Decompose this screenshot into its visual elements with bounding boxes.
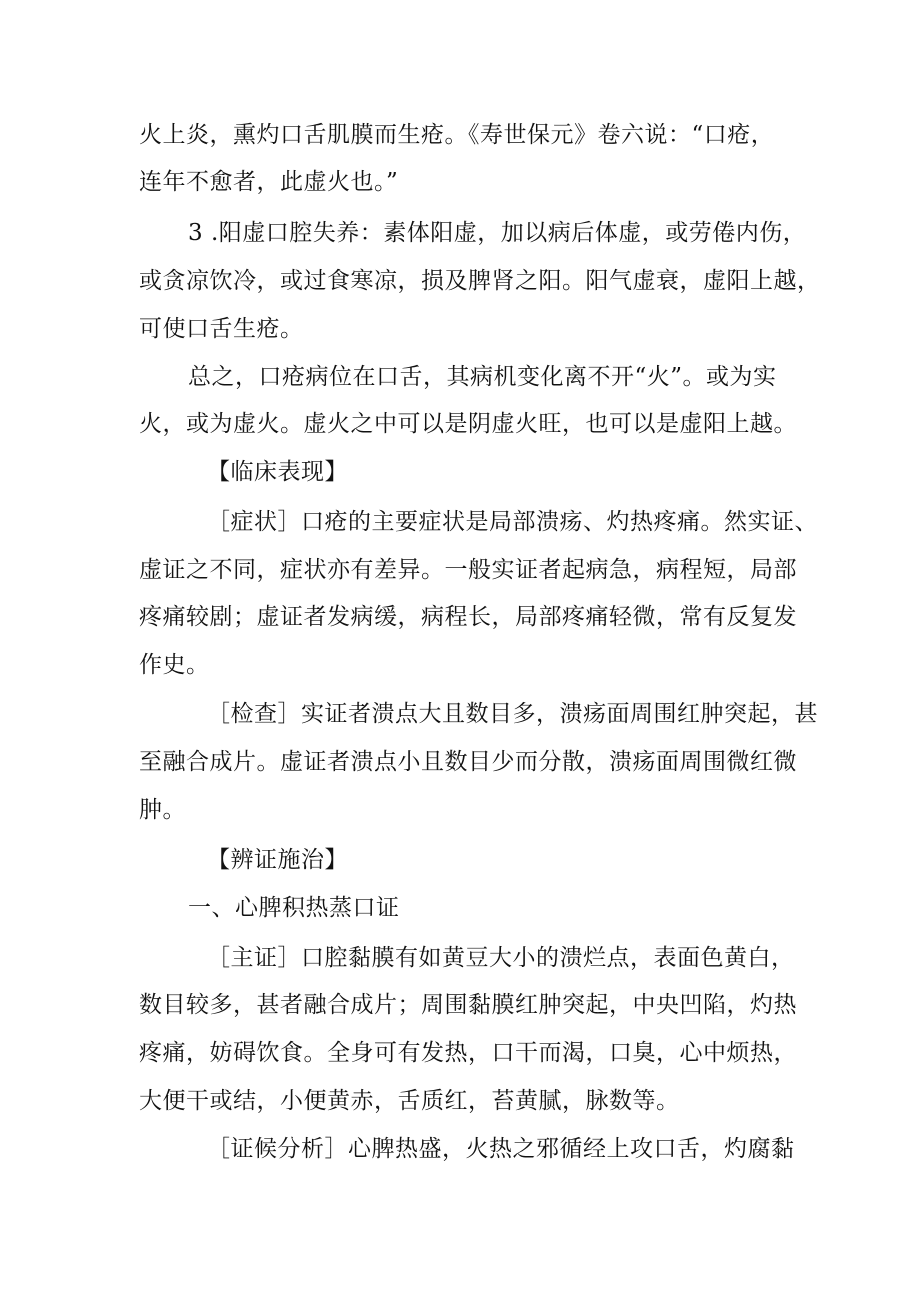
text-line: 可使口舌生疮。 — [139, 316, 304, 342]
section-heading: 【临床表现】 — [207, 459, 348, 485]
text-line: 火，或为虚火。虚火之中可以是阴虚火旺，也可以是虚阳上越。 — [139, 411, 797, 437]
text-line: 作史。 — [139, 652, 210, 678]
text-line: 数目较多，甚者融合成片；周围黏膜红肿突起，中央凹陷，灼热 — [139, 992, 797, 1018]
text-line: ［症状］口疮的主要症状是局部溃疡、灼热疼痛。然实证、 — [207, 509, 818, 535]
section-heading: 【辨证施治】 — [207, 847, 348, 873]
text-line: 大便干或结，小便黄赤，舌质红，苔黄腻，脉数等。 — [139, 1088, 680, 1114]
text-line: ［主证］口腔黏膜有如黄豆大小的溃烂点，表面色黄白， — [207, 945, 795, 971]
text-line: ［检查］实证者溃点大且数目多，溃疡面周围红肿突起，甚 — [207, 701, 818, 727]
text-line: 疼痛较剧；虚证者发病缓，病程长，局部疼痛轻微，常有反复发 — [139, 604, 797, 630]
text-line: 3 .阳虚口腔失养：素体阳虚，加以病后体虚，或劳倦内伤， — [188, 220, 807, 246]
text-line: 连年不愈者，此虚火也。” — [139, 169, 399, 195]
text-line: 肿。 — [139, 797, 186, 823]
text-line: ［证候分析］心脾热盛，火热之邪循经上攻口舌，灼腐黏 — [207, 1136, 795, 1162]
text-line: 或贪凉饮冷，或过食寒凉，损及脾肾之阳。阳气虚衰，虚阳上越， — [139, 268, 821, 294]
text-line: 火上炎，熏灼口舌肌膜而生疮。《寿世保元》卷六说：“口疮， — [139, 122, 775, 148]
text-line: 虚证之不同，症状亦有差异。一般实证者起病急，病程短，局部 — [139, 557, 797, 583]
text-line: 疼痛，妨碍饮食。全身可有发热，口干而渴，口臭，心中烦热， — [139, 1040, 797, 1066]
text-line: 总之，口疮病位在口舌，其病机变化离不开“火”。或为实 — [188, 364, 777, 390]
subsection-heading: 一、心脾积热蒸口证 — [188, 895, 400, 921]
text-line: 至融合成片。虚证者溃点小且数目少而分散，溃疡面周围微红微 — [139, 749, 797, 775]
